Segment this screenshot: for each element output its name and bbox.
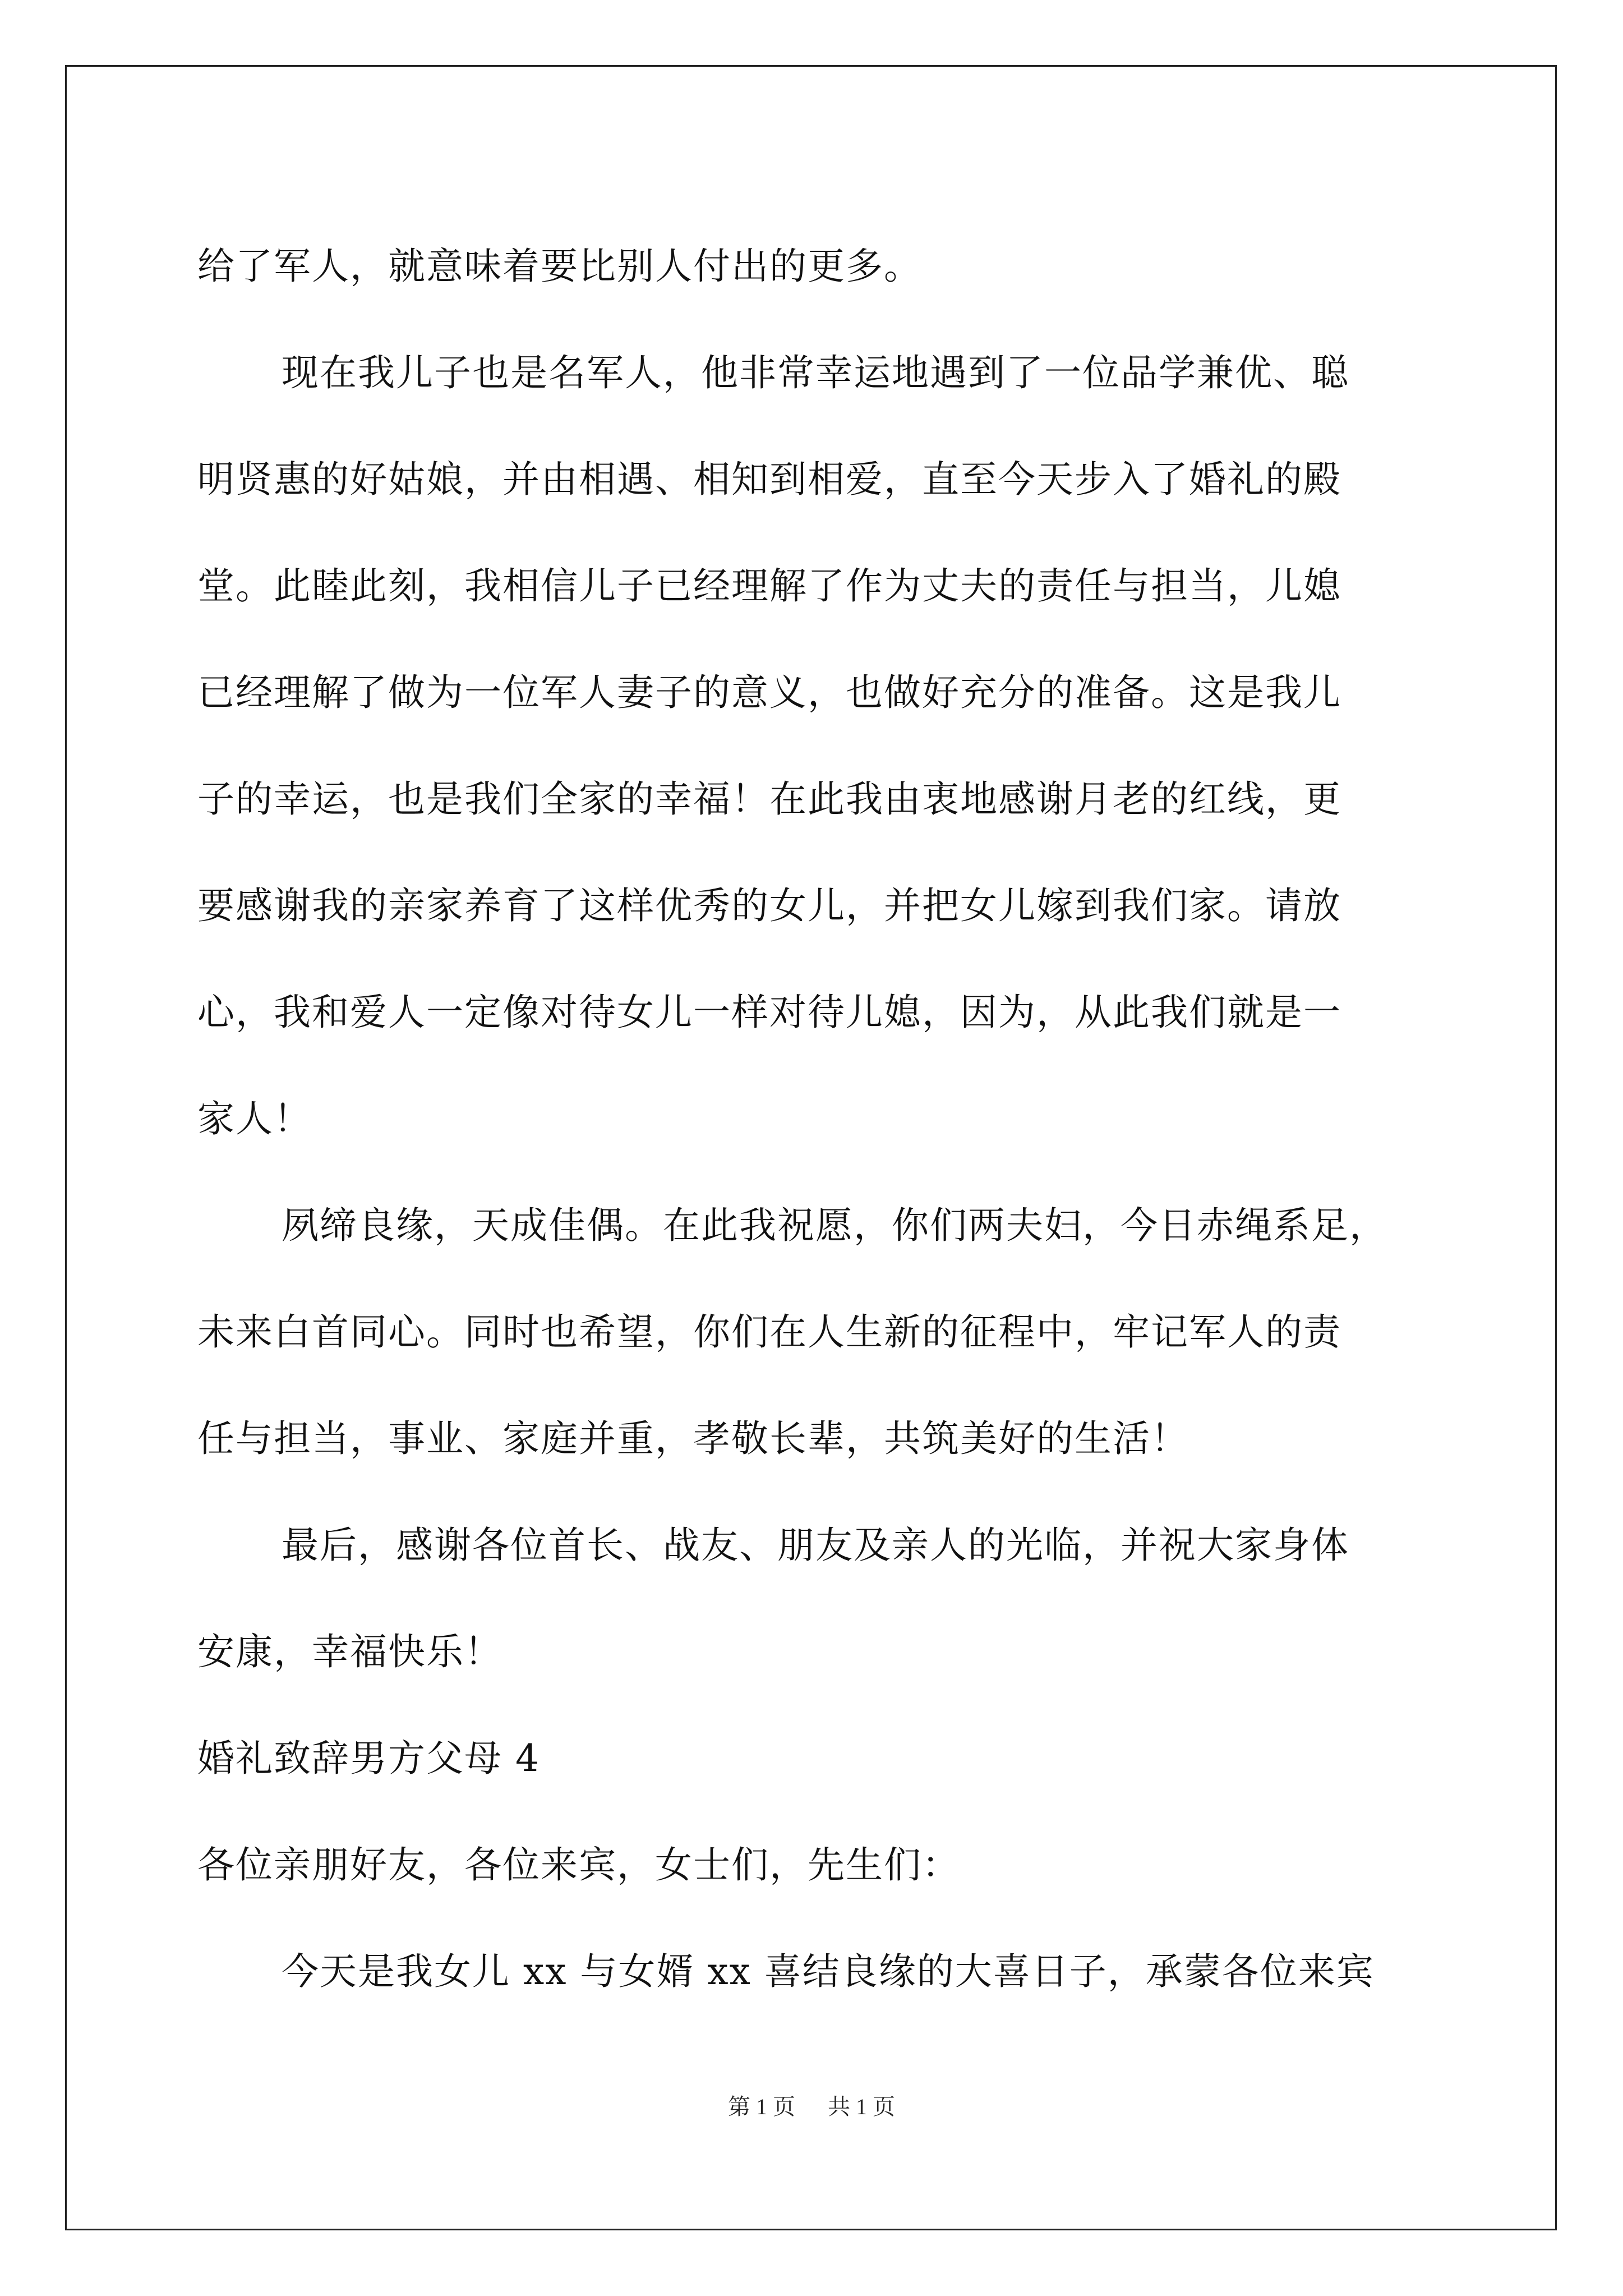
text-line: 子的幸运，也是我们全家的幸福！在此我由衷地感谢月老的红线，更 (197, 777, 1341, 821)
text-line: 已经理解了做为一位军人妻子的意义，也做好充分的准备。这是我儿 (197, 671, 1341, 714)
salutation-line: 各位亲朋好友，各位来宾，女士们，先生们： (197, 1843, 960, 1887)
text-line: 夙缔良缘，天成佳偶。在此我祝愿，你们两夫妇，今日赤绳系足， (282, 1204, 1387, 1247)
page-number-current: 第 1 页 (728, 2094, 795, 2119)
text-line: 明贤惠的好姑娘，并由相遇、相知到相爱，直至今天步入了婚礼的殿 (197, 458, 1341, 501)
page-footer (0, 2089, 1623, 2121)
text-line: 现在我儿子也是名军人，他非常幸运地遇到了一位品学兼优、聪 (282, 351, 1349, 394)
text-line: 任与担当，事业、家庭并重，孝敬长辈，共筑美好的生活！ (197, 1417, 1189, 1460)
text-line: 今天是我女儿 xx 与女婿 xx 喜结良缘的大喜日子，承蒙各位来宾 (282, 1950, 1375, 1993)
text-line: 给了军人，就意味着要比别人付出的更多。 (197, 245, 922, 288)
text-line: 要感谢我的亲家养育了这样优秀的女儿，并把女儿嫁到我们家。请放 (197, 884, 1341, 927)
text-line: 家人！ (197, 1097, 312, 1140)
text-line: 心，我和爱人一定像对待女儿一样对待儿媳，因为，从此我们就是一 (197, 991, 1341, 1034)
section-heading: 婚礼致辞男方父母 4 (197, 1737, 540, 1780)
page-number-total: 共 1 页 (828, 2094, 895, 2119)
text-line: 最后，感谢各位首长、战友、朋友及亲人的光临，并祝大家身体 (282, 1524, 1349, 1567)
text-line: 未来白首同心。同时也希望，你们在人生新的征程中，牢记军人的责 (197, 1310, 1341, 1354)
text-line: 安康，幸福快乐！ (197, 1630, 502, 1673)
document-body (197, 213, 1454, 2025)
text-line: 堂。此睦此刻，我相信儿子已经理解了作为丈夫的责任与担当，儿媳 (197, 564, 1341, 608)
